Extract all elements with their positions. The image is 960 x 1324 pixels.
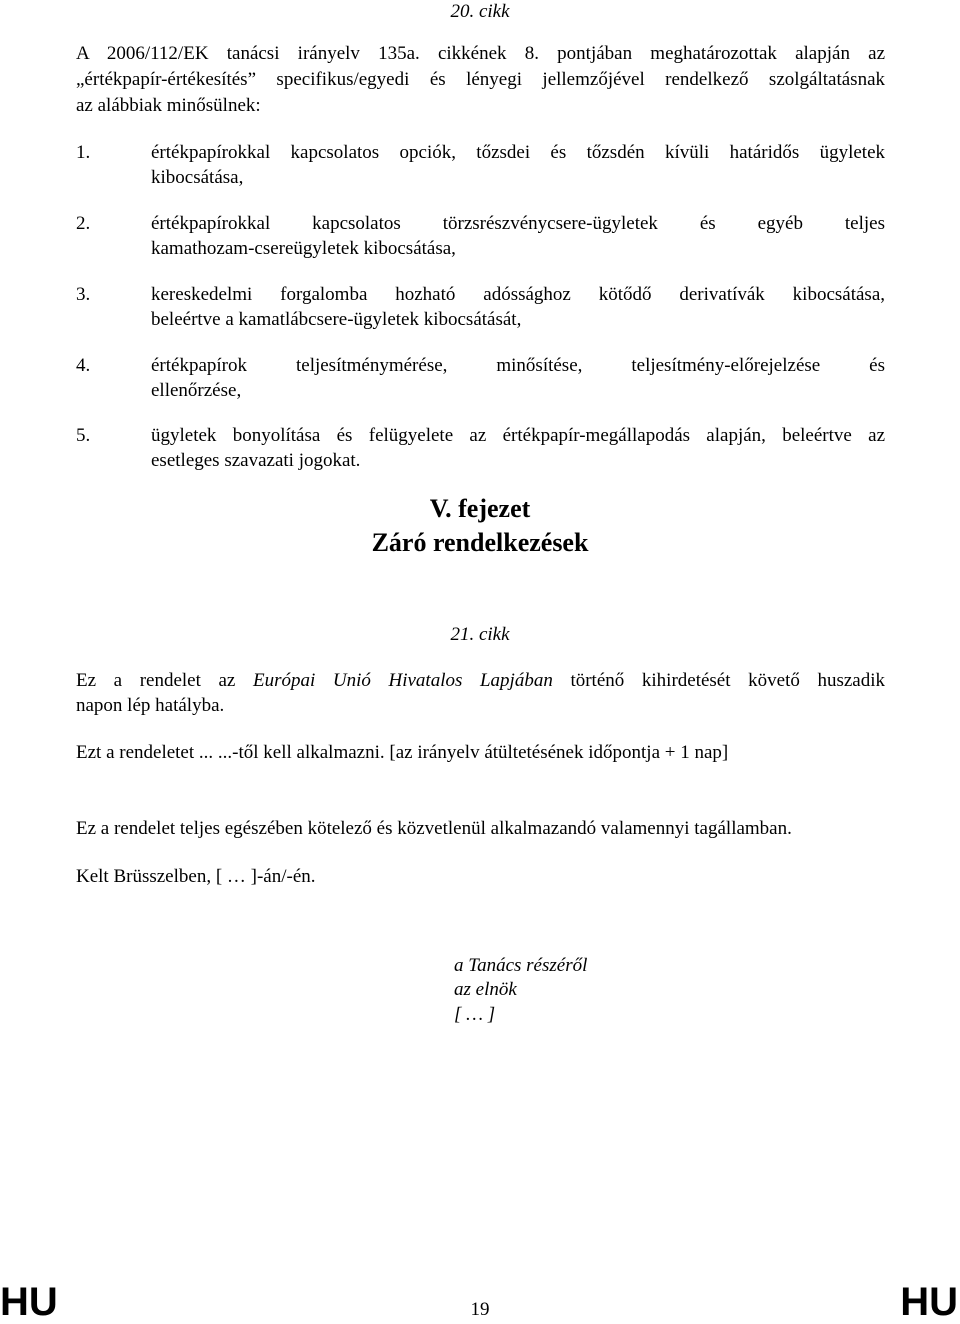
list-item-number: 3. [76,284,91,305]
paragraph-text: történő kihirdetését követő huszadik [552,670,885,691]
list-item-line: kibocsátása, [151,167,244,188]
official-journal-title: Európai Unió Hivatalos Lapjában [252,670,553,691]
list-item-line: értékpapírok teljesítménymérése, minősítése, teljesítmény-előrejelzése és [151,355,885,376]
list-item-line: kereskedelmi forgalomba hozható adóssághoz kötődő derivatívák kibocsátása, [151,284,885,305]
place-date-line: Kelt Brüsszelben, [ … ]-án/-én. [76,866,316,887]
intro-line-2: „értékpapír-értékesítés” specifikus/egyedi és lényegi jellemzőjével rendelkező szolgáltatásnak [76,69,885,90]
list-item-number: 1. [76,142,91,163]
article-21-paragraph-1-line-2: napon lép hatályba. [76,695,225,716]
list-item-line: ügyletek bonyolítása és felügyelete az értékpapír-megállapodás alapján, beleértve az [151,425,885,446]
page-number: 19 [470,1299,490,1320]
paragraph-text: Ez a rendelet az [76,670,253,691]
article-21-title: 21. cikk [450,624,510,645]
list-item-number: 4. [76,355,91,376]
list-item-line: kamathozam-csereügyletek kibocsátása, [151,238,456,259]
list-item-line: ellenőrzése, [151,380,242,401]
chapter-number: V. fejezet [429,494,531,523]
chapter-title: Záró rendelkezések [371,528,589,557]
list-item-line: értékpapírokkal kapcsolatos törzsrészvénycsere-ügyletek és egyéb teljes [151,213,885,234]
footer-language-code-right: HU [900,1280,958,1324]
intro-line-1: A 2006/112/EK tanácsi irányelv 135a. cikkének 8. pontjában meghatározottak alapján az [76,43,885,64]
signatory-name-placeholder: [ … ] [454,1004,496,1025]
article-21-paragraph-1 [76,669,885,693]
signatory-role: az elnök [454,979,517,1000]
signatory-body: a Tanács részéről [454,955,588,976]
list-item-line: esetleges szavazati jogokat. [151,450,361,471]
list-item-line: beleértve a kamatlábcsere-ügyletek kibocsátását, [151,309,522,330]
list-item-number: 2. [76,213,91,234]
list-item-line: értékpapírokkal kapcsolatos opciók, tőzsdei és tőzsdén kívüli határidős ügyletek [151,142,885,163]
application-date-paragraph: Ezt a rendeletet ... ...-től kell alkalmazni. [az irányelv átültetésének időpontja + 1 nap] [76,742,729,763]
footer-language-code-left: HU [0,1280,58,1324]
binding-statement: Ez a rendelet teljes egészében kötelező és közvetlenül alkalmazandó valamennyi tagállamban. [76,818,792,839]
intro-line-3: az alábbiak minősülnek: [76,95,261,116]
list-item-number: 5. [76,425,91,446]
article-title: 20. cikk [450,1,510,22]
